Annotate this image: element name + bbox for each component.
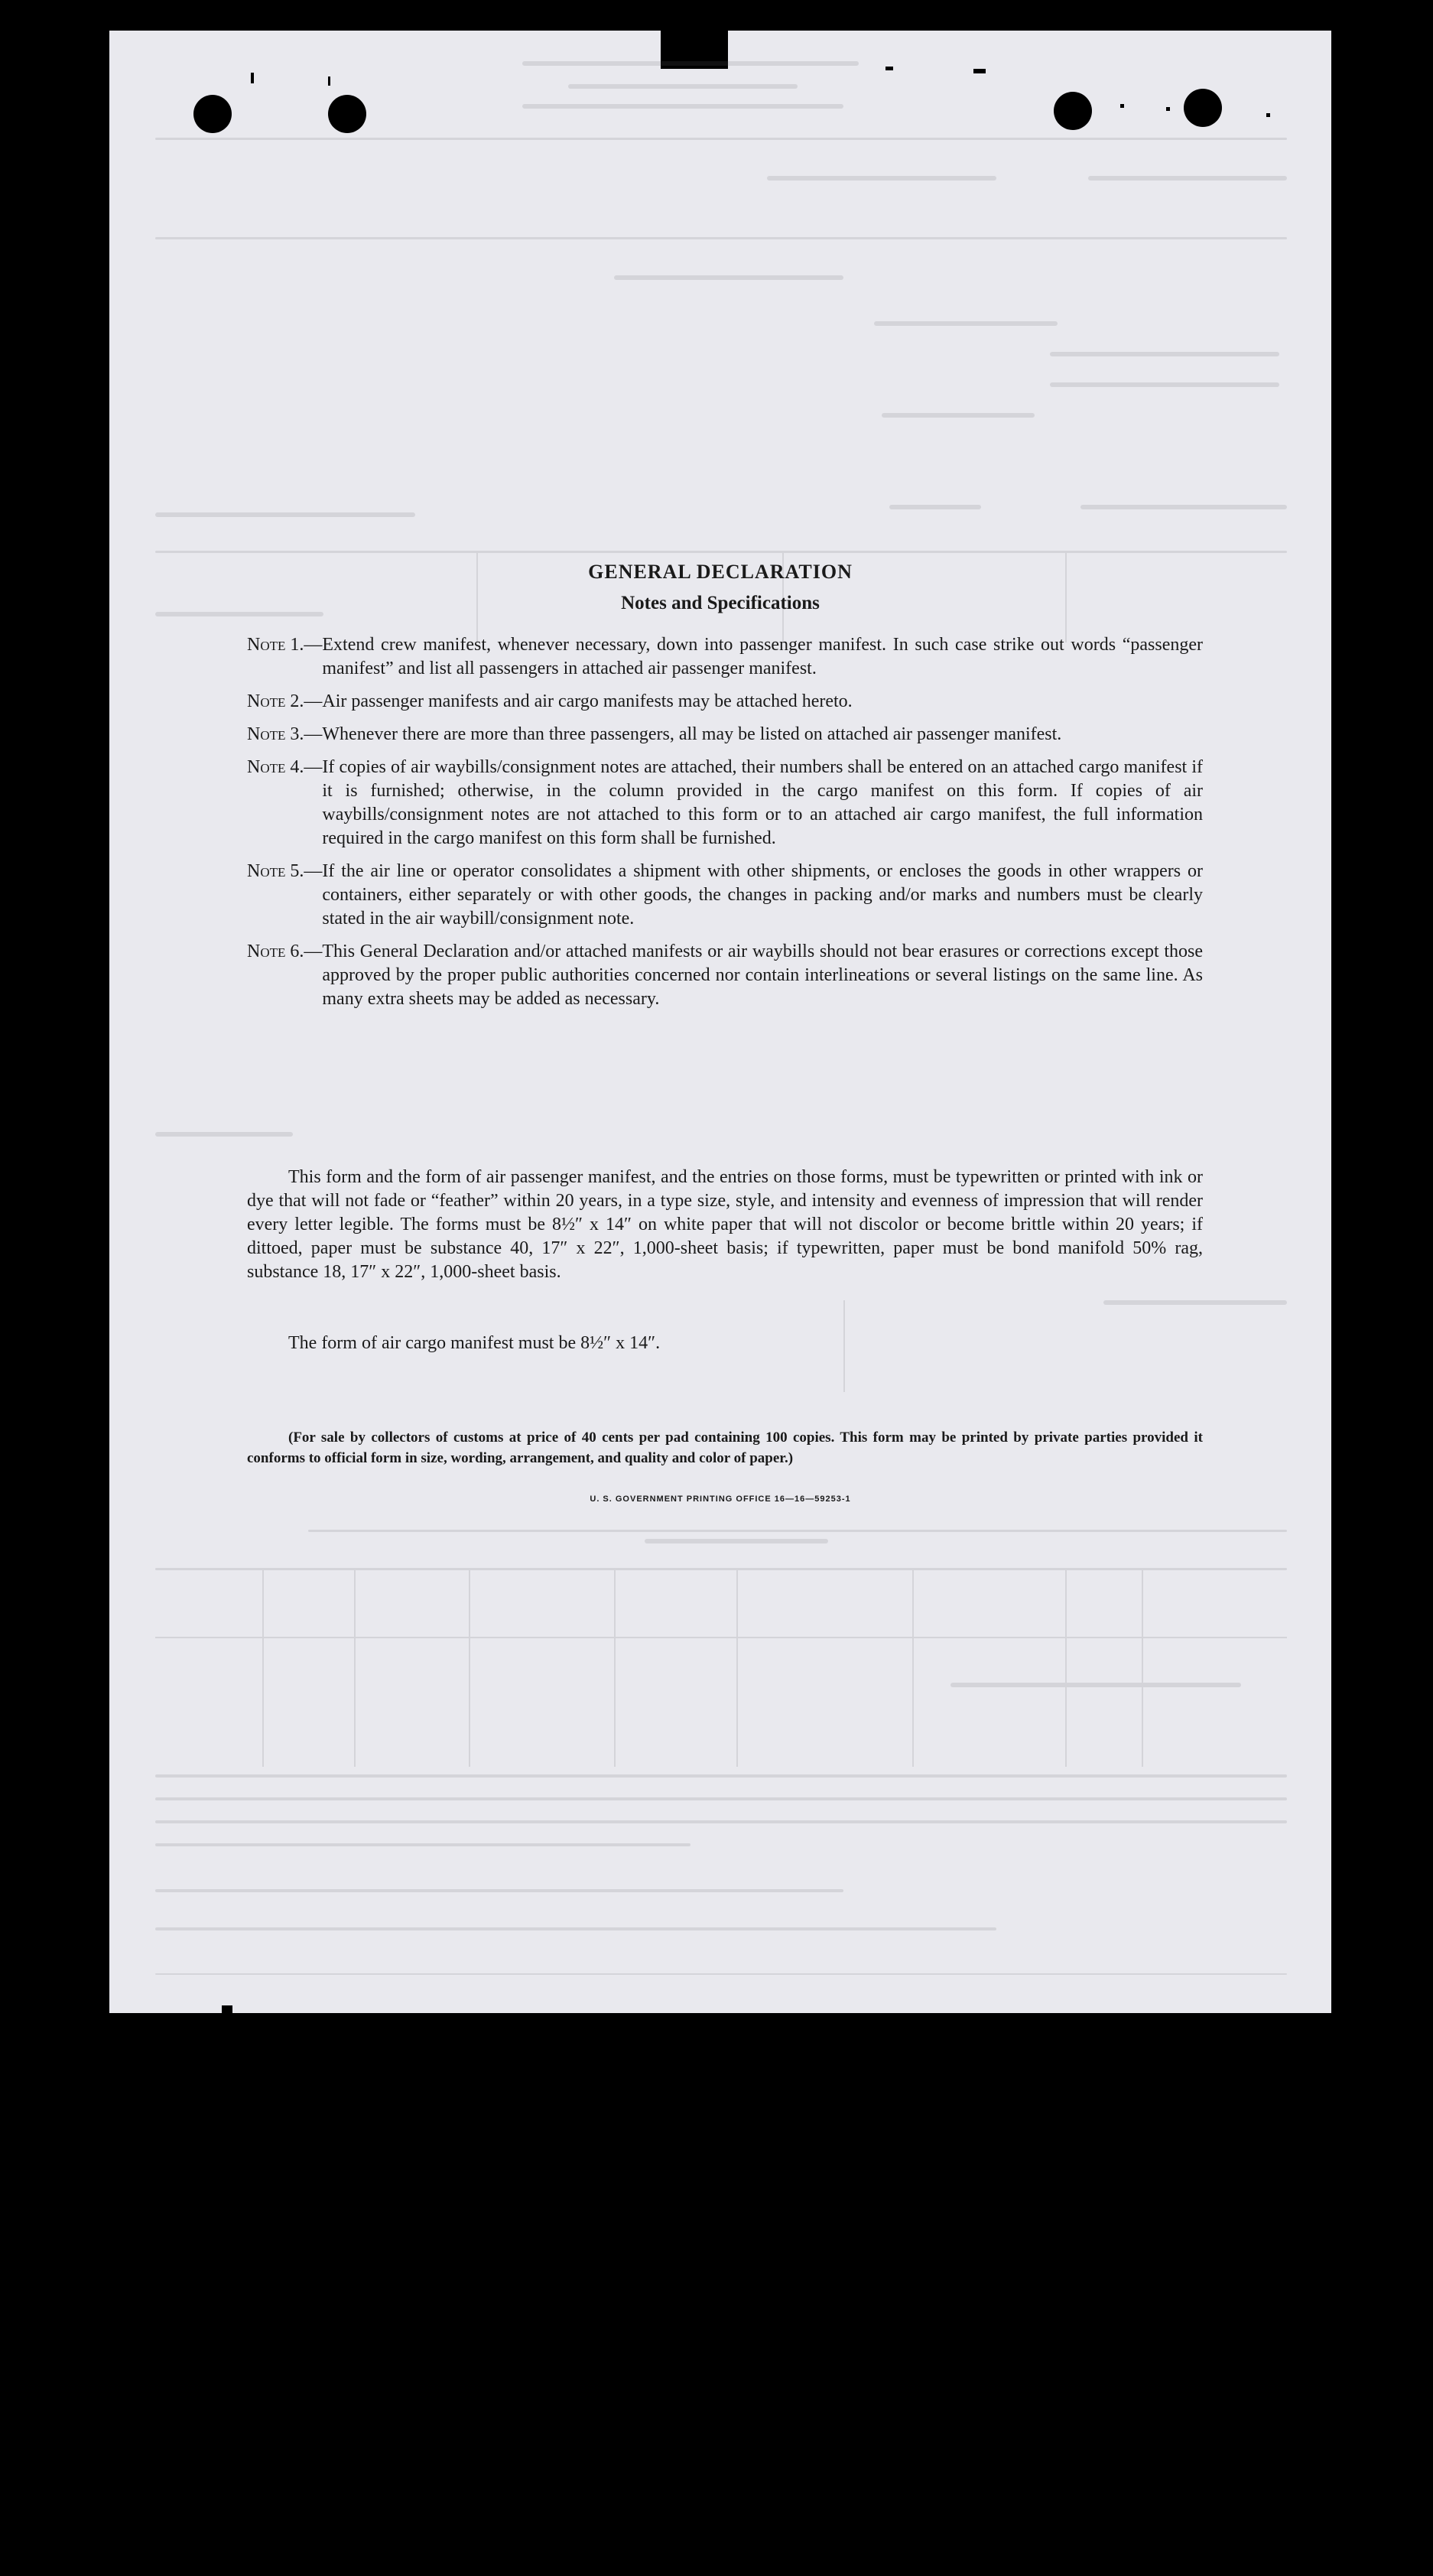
note-text: Extend crew manifest, whenever necessary, down into passenger manifest. In such case strike out words “passenger manifest” and list all passengers in attached air passenger manifest. <box>322 635 1203 678</box>
note-item <box>247 723 1203 746</box>
note-label: Note 6.— <box>247 942 323 961</box>
note-text: This General Declaration and/or attached manifests or air waybills should not bear erasures or corrections except those approved by the proper public authorities concerned nor contain interlineations or several listings on the same line. As many extra sheets may be added as necessary. <box>322 942 1203 1009</box>
note-item <box>247 633 1203 681</box>
printer-imprint: U. S. GOVERNMENT PRINTING OFFICE 16—16—59253-1 <box>590 1495 851 1504</box>
note-label: Note 5.— <box>247 861 323 881</box>
note-text: If copies of air waybills/consignment notes are attached, their numbers shall be entered on an attached cargo manifest if it is furnished; otherwise, in the column provided in the cargo manifest on this form. If copies of air waybills/consignment notes are not attached to this form or to an attached air cargo manifest, the full information required in the cargo manifest on this form shall be furnished. <box>322 757 1203 848</box>
bleed-through-reverse-side <box>109 31 1331 2013</box>
note-item <box>247 690 1203 714</box>
note-label: Note 1.— <box>247 635 323 655</box>
note-label: Note 2.— <box>247 691 323 711</box>
note-label: Note 3.— <box>247 724 323 744</box>
note-item <box>247 756 1203 851</box>
notes-list <box>247 633 1203 1020</box>
note-item <box>247 940 1203 1011</box>
specifications-paragraph: This form and the form of air passenger manifest, and the entries on those forms, must be typewritten or printed with ink or dye that will not fade or “feather” within 20 years, in a type size, style, and intensity and evenness of impression that will render every letter legible. The forms must be 8½″ x 14″ on white paper that will not discolor or become brittle within 20 years; if dittoed, paper must be substance 40, 17″ x 22″, 1,000-sheet basis; if typewritten, paper must be bond manifold 50% rag, substance 18, 17″ x 22″, 1,000-sheet basis. <box>247 1167 1203 1282</box>
note-text: If the air line or operator consolidates a shipment with other shipments, or encloses the goods in other wrappers or containers, either separately or with other goods, the changes in packing and/or marks and numbers must be clearly stated in the air waybill/consignment note. <box>322 861 1203 929</box>
note-label: Note 4.— <box>247 757 323 777</box>
note-text: Air passenger manifests and air cargo manifests may be attached hereto. <box>322 691 853 711</box>
note-text: Whenever there are more than three passengers, all may be listed on attached air passenger manifest. <box>322 724 1062 744</box>
declaration-subtitle: Notes and Specifications <box>621 593 820 613</box>
ink-speck <box>1364 2079 1366 2081</box>
sale-notice: (For sale by collectors of customs at price of 40 cents per pad containing 100 copies. This form may be printed by private parties provided it conforms to official form in size, wording, arrangement, and quality and color of paper.) <box>247 1429 1203 1466</box>
declaration-title: GENERAL DECLARATION <box>588 561 853 583</box>
note-item <box>247 860 1203 931</box>
document-page <box>109 31 1331 2013</box>
cargo-form-size-line: The form of air cargo manifest must be 8½″ x 14″. <box>288 1333 661 1353</box>
ink-speck <box>1364 2039 1366 2041</box>
